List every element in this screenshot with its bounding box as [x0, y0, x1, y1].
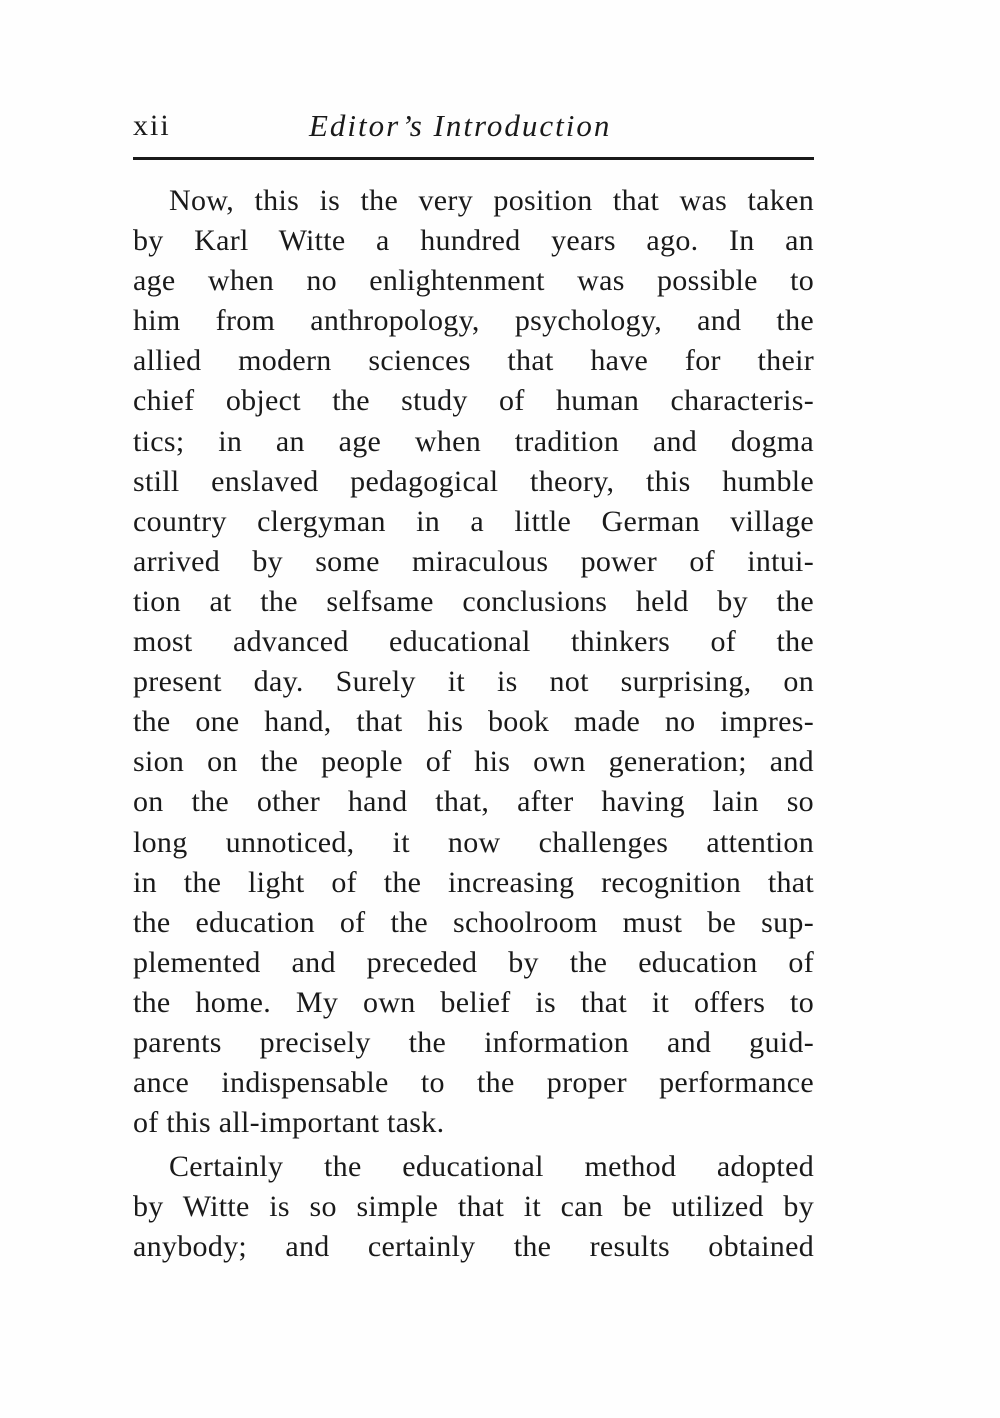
- text-line: country clergyman in a little German village: [133, 504, 814, 538]
- text-line: by Karl Witte a hundred years ago. In an: [133, 224, 814, 258]
- text-line: long unnoticed, it now challenges attention: [133, 825, 814, 859]
- header-rule: [133, 157, 814, 160]
- text-line: by Witte is so simple that it can be utilized by: [133, 1190, 814, 1224]
- text-line: age when no enlightenment was possible to: [133, 264, 814, 298]
- text-line: parents precisely the information and guid-: [133, 1025, 814, 1059]
- text-line: the one hand, that his book made no impres-: [133, 705, 814, 739]
- text-line: most advanced educational thinkers of the: [133, 625, 814, 659]
- text-line: on the other hand that, after having lain so: [133, 785, 814, 819]
- text-line: plemented and preceded by the education of: [133, 945, 814, 979]
- text-line: of this all-important task.: [133, 1106, 445, 1140]
- text-line: anybody; and certainly the results obtained: [133, 1230, 814, 1264]
- text-line: allied modern sciences that have for their: [133, 344, 814, 378]
- text-line: him from anthropology, psychology, and the: [133, 304, 814, 338]
- text-line: sion on the people of his own generation; and: [133, 745, 814, 779]
- text-line: ance indispensable to the proper performance: [133, 1066, 814, 1100]
- text-line: chief object the study of human characteris-: [133, 384, 814, 418]
- page-number: xii: [133, 109, 171, 142]
- text-line: present day. Surely it is not surprising, on: [133, 665, 814, 699]
- text-line: arrived by some miraculous power of intui-: [133, 544, 814, 578]
- text-line: Now, this is the very position that was taken: [169, 184, 814, 217]
- text-line: tion at the selfsame conclusions held by the: [133, 584, 814, 618]
- text-line: tics; in an age when tradition and dogma: [133, 424, 814, 458]
- text-line: still enslaved pedagogical theory, this humble: [133, 464, 814, 498]
- page-header: [133, 104, 813, 148]
- text-line: Certainly the educational method adopted: [169, 1150, 814, 1184]
- text-line: in the light of the increasing recognition that: [133, 865, 814, 899]
- text-line: the home. My own belief is that it offers to: [133, 985, 814, 1019]
- body-text: [133, 181, 814, 1268]
- text-line: the education of the schoolroom must be sup-: [133, 905, 814, 939]
- running-head: Editor’s Introduction: [309, 108, 612, 143]
